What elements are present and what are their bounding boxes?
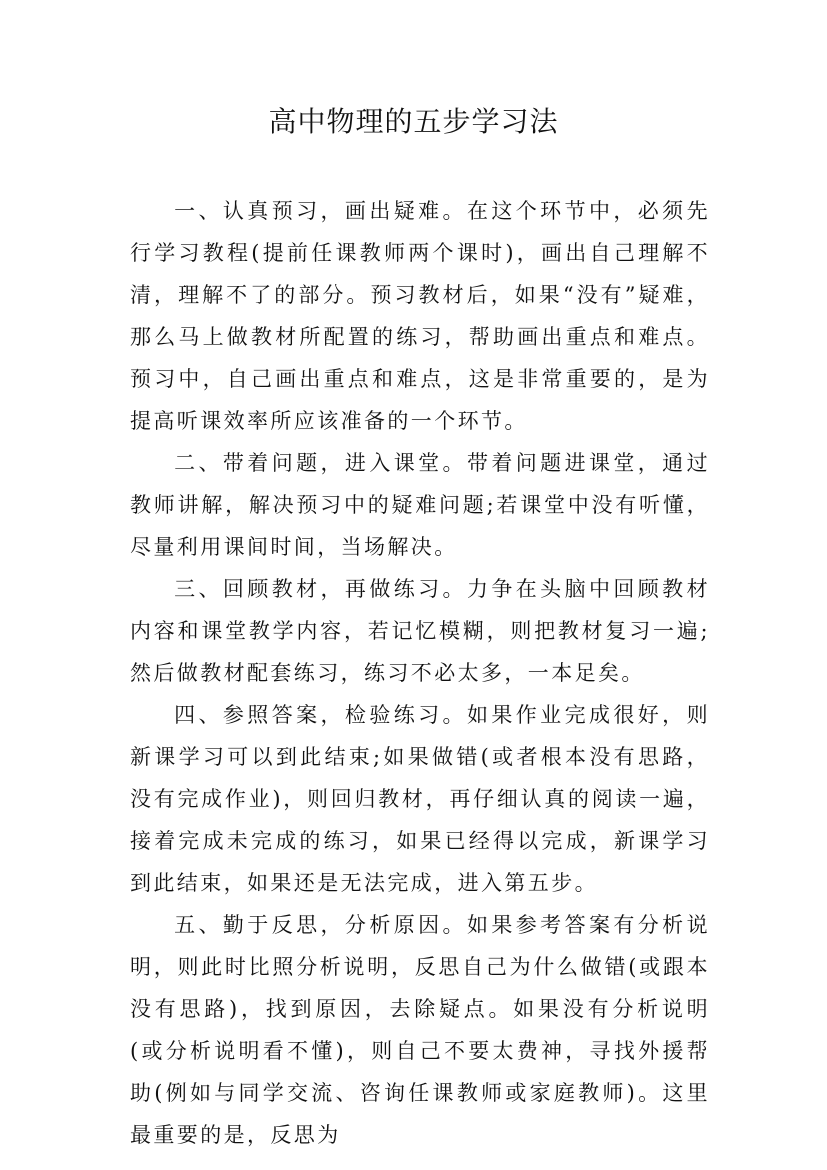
paragraph-step-1: 一、认真预习，画出疑难。在这个环节中，必须先行学习教程(提前任课教师两个课时)，画出自己理解不清，理解不了的部分。预习教材后，如果“没有”疑难，那么马上做教材所配置的练习，帮助画出重点和难点。预习中，自己画出重点和难点，这是非常重要的，是为提高听课效率所应该准备的一个环节。 bbox=[130, 199, 710, 433]
paragraph-step-3: 三、回顾教材，再做练习。力争在头脑中回顾教材内容和课堂教学内容，若记忆模糊，则把教材复习一遍;然后做教材配套练习，练习不必太多，一本足矣。 bbox=[130, 577, 710, 685]
paragraph-step-4: 四、参照答案，检验练习。如果作业完成很好，则新课学习可以到此结束;如果做错(或者根本没有思路，没有完成作业)，则回归教材，再仔细认真的阅读一遍，接着完成未完成的练习，如果已经得以完成，新课学习到此结束，如果还是无法完成，进入第五步。 bbox=[130, 703, 710, 895]
paragraph-step-5: 五、勤于反思，分析原因。如果参考答案有分析说明，则此时比照分析说明，反思自己为什么做错(或跟本没有思路)，找到原因，去除疑点。如果没有分析说明(或分析说明看不懂)，则自己不要太费神，寻找外援帮助(例如与同学交流、咨询任课教师或家庭教师)。这里最重要的是，反思为 bbox=[130, 913, 710, 1147]
document-title: 高中物理的五步学习法 bbox=[268, 105, 559, 138]
paragraph-step-2: 二、带着问题，进入课堂。带着问题进课堂，通过教师讲解，解决预习中的疑难问题;若课堂中没有听懂，尽量利用课间时间，当场解决。 bbox=[130, 451, 710, 559]
document-body bbox=[130, 190, 710, 1156]
